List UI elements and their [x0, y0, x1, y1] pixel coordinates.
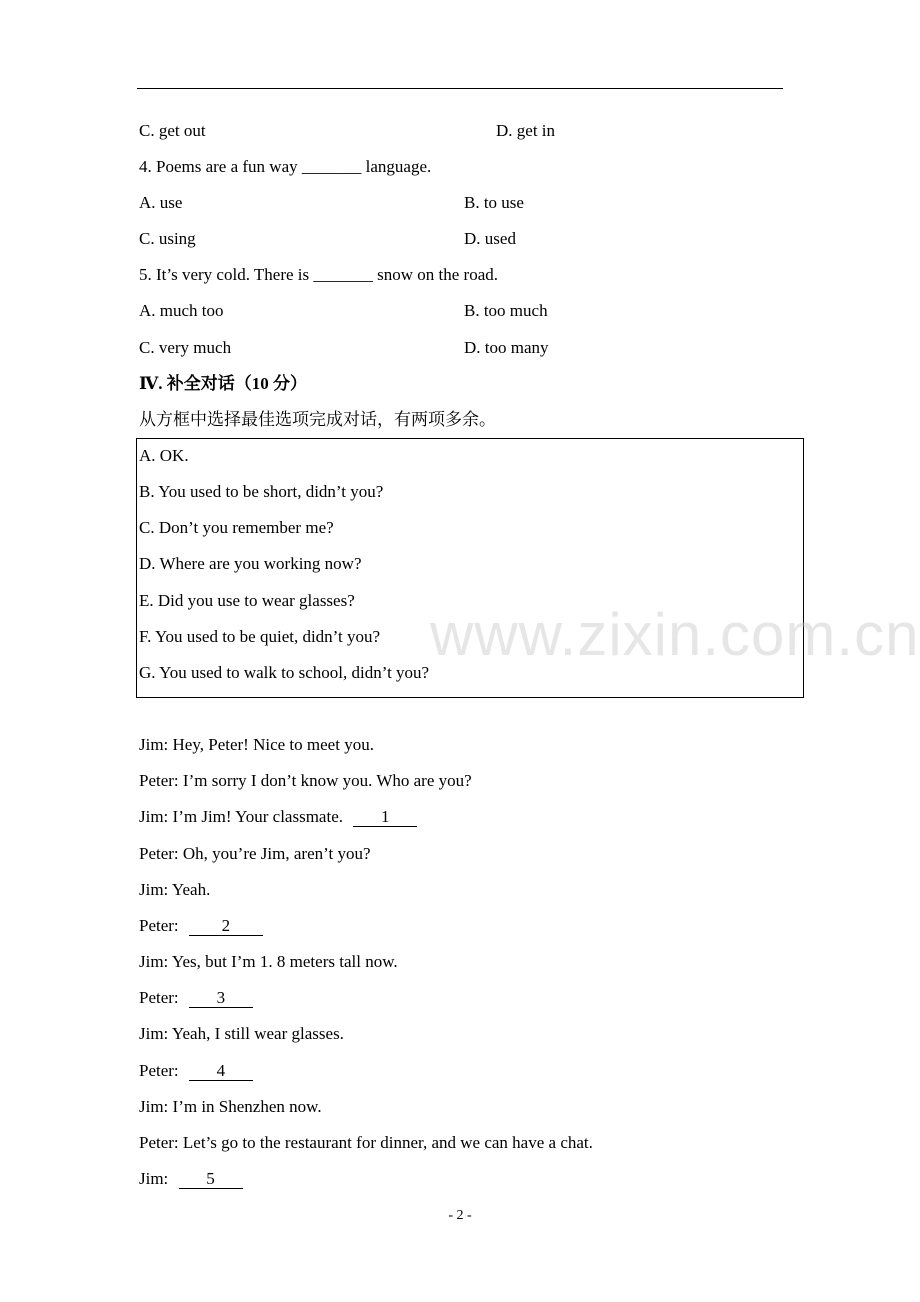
dialogue-line-9	[139, 1023, 344, 1045]
dialogue-text: Peter: Let’s go to the restaurant for dinner, and we can have a chat.	[139, 1133, 593, 1152]
dialogue-text: Jim: Yeah.	[139, 880, 211, 899]
box-option-d: D. Where are you working now?	[139, 554, 362, 573]
q4-stem-before: 4. Poems are a fun way	[139, 157, 302, 176]
header-rule	[137, 88, 783, 89]
answer-blank-5[interactable]: 5	[179, 1170, 243, 1189]
q5-stem-before: 5. It’s very cold. There is	[139, 265, 314, 284]
dialogue-text: Jim: I’m Jim! Your classmate.	[139, 807, 343, 826]
box-option-g: G. You used to walk to school, didn’t you?	[139, 663, 430, 682]
dialogue-text: Peter: I’m sorry I don’t know you. Who are you?	[139, 771, 472, 790]
q4-option-c: C. using	[139, 229, 196, 248]
dialogue-text: Peter: Oh, you’re Jim, aren’t you?	[139, 844, 371, 863]
section-title: Ⅳ. 补全对话（10 分）	[139, 374, 308, 393]
q4-option-a: A. use	[139, 193, 183, 212]
dialogue-text: Jim: Yeah, I still wear glasses.	[139, 1024, 344, 1043]
dialogue-text: Peter:	[139, 988, 179, 1007]
dialogue-text: Jim:	[139, 1169, 169, 1188]
box-option-b: B. You used to be short, didn’t you?	[139, 482, 384, 501]
box-option-f: F. You used to be quiet, didn’t you?	[139, 627, 381, 646]
dialogue-text: Jim: Hey, Peter! Nice to meet you.	[139, 735, 374, 754]
dialogue-line-8	[139, 987, 253, 1009]
page-number: - 2 -	[448, 1208, 472, 1223]
q5-stem-after: snow on the road.	[372, 265, 498, 284]
box-option-a: A. OK.	[139, 446, 189, 465]
dialogue-line-6	[139, 915, 263, 937]
dialogue-line-10	[139, 1060, 253, 1082]
q5-option-d: D. too many	[464, 338, 549, 357]
dialogue-text: Jim: I’m in Shenzhen now.	[139, 1097, 322, 1116]
dialogue-text: Peter:	[139, 916, 179, 935]
answer-blank-1[interactable]: 1	[353, 808, 417, 827]
watermark: www.zixin.com.cn	[430, 601, 920, 668]
dialogue-line-3	[139, 806, 417, 828]
dialogue-line-4	[139, 843, 370, 865]
dialogue-line-2	[139, 770, 472, 792]
dialogue-line-7	[139, 951, 398, 973]
q5-stem	[139, 264, 498, 286]
answer-blank-4[interactable]: 4	[189, 1062, 253, 1081]
dialogue-text: Jim: Yes, but I’m 1. 8 meters tall now.	[139, 952, 398, 971]
q3-option-c: C. get out	[139, 121, 206, 140]
q5-option-a: A. much too	[139, 301, 224, 320]
dialogue-text: Peter:	[139, 1061, 179, 1080]
dialogue-line-12	[139, 1132, 593, 1154]
q5-option-c: C. very much	[139, 338, 232, 357]
q5-option-b: B. too much	[464, 301, 548, 320]
q4-option-d: D. used	[464, 229, 516, 248]
dialogue-line-11	[139, 1096, 322, 1118]
answer-blank-2[interactable]: 2	[189, 917, 263, 936]
answer-blank-3[interactable]: 3	[189, 989, 253, 1008]
q4-stem-after: language.	[361, 157, 432, 176]
box-option-e: E. Did you use to wear glasses?	[139, 591, 355, 610]
q4-stem-blank: _______	[301, 157, 362, 176]
q4-option-b: B. to use	[464, 193, 524, 212]
dialogue-line-5	[139, 879, 210, 901]
q3-option-d: D. get in	[496, 121, 556, 140]
box-option-c: C. Don’t you remember me?	[139, 518, 334, 537]
dialogue-line-1	[139, 734, 374, 756]
q4-stem	[139, 156, 431, 178]
dialogue-line-13	[139, 1168, 243, 1190]
section-instruction: 从方框中选择最佳选项完成对话，有两项多余。	[139, 410, 496, 429]
q5-stem-blank: _______	[313, 265, 373, 284]
